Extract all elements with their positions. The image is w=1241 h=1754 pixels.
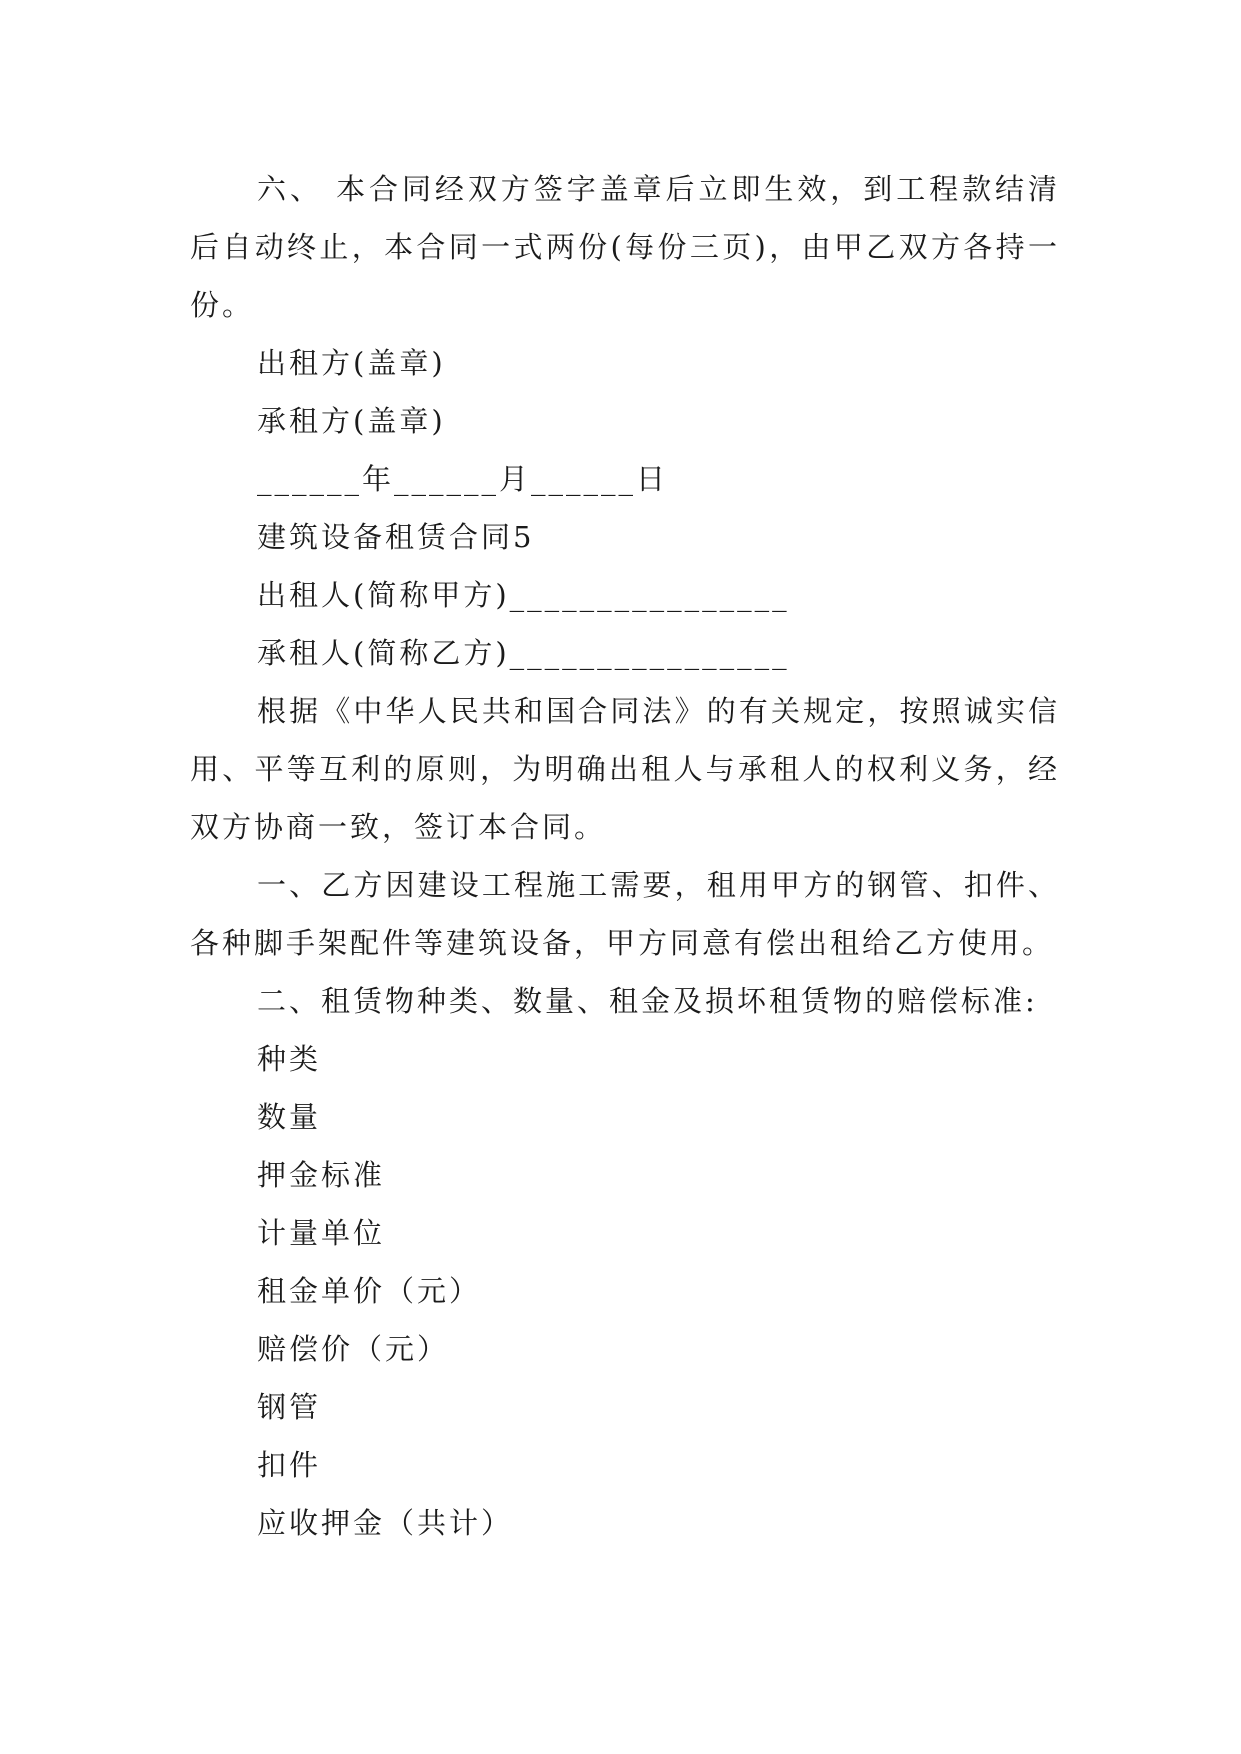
lessee-party-line: 承租人(简称乙方)________________ (257, 636, 790, 670)
date-line: ______年______月______日 (257, 462, 669, 496)
table-item: 押金标准 (257, 1158, 386, 1192)
table-item: 数量 (257, 1100, 322, 1134)
lessee-seal-line: 承租方(盖章) (257, 404, 446, 438)
paragraph-clause-6: 六、 本合同经双方签字盖章后立即生效，到工程款结清后自动终止，本合同一式两份(每份三页)，由甲乙双方各持一份。 (190, 172, 1060, 322)
table-item: 赔偿价（元） (257, 1332, 450, 1366)
paragraph-preamble: 根据《中华人民共和国合同法》的有关规定，按照诚实信用、平等互利的原则，为明确出租人与承租人的权利义务，经双方协商一致，签订本合同。 (190, 694, 1060, 844)
document-body (190, 160, 1060, 1552)
table-item: 钢管 (257, 1390, 322, 1424)
table-item: 扣件 (257, 1448, 322, 1482)
paragraph-clause-2: 二、租赁物种类、数量、租金及损坏租赁物的赔偿标准: (257, 984, 1038, 1018)
table-item: 应收押金（共计） (257, 1506, 514, 1540)
table-item: 计量单位 (257, 1216, 386, 1250)
paragraph-clause-1: 一、乙方因建设工程施工需要，租用甲方的钢管、扣件、各种脚手架配件等建筑设备，甲方同意有偿出租给乙方使用。 (190, 868, 1060, 960)
table-item: 种类 (257, 1042, 322, 1076)
lessor-seal-line: 出租方(盖章) (257, 346, 446, 380)
contract-heading: 建筑设备租赁合同5 (257, 520, 535, 554)
table-item: 租金单价（元） (257, 1274, 482, 1308)
lessor-party-line: 出租人(简称甲方)________________ (257, 578, 790, 612)
